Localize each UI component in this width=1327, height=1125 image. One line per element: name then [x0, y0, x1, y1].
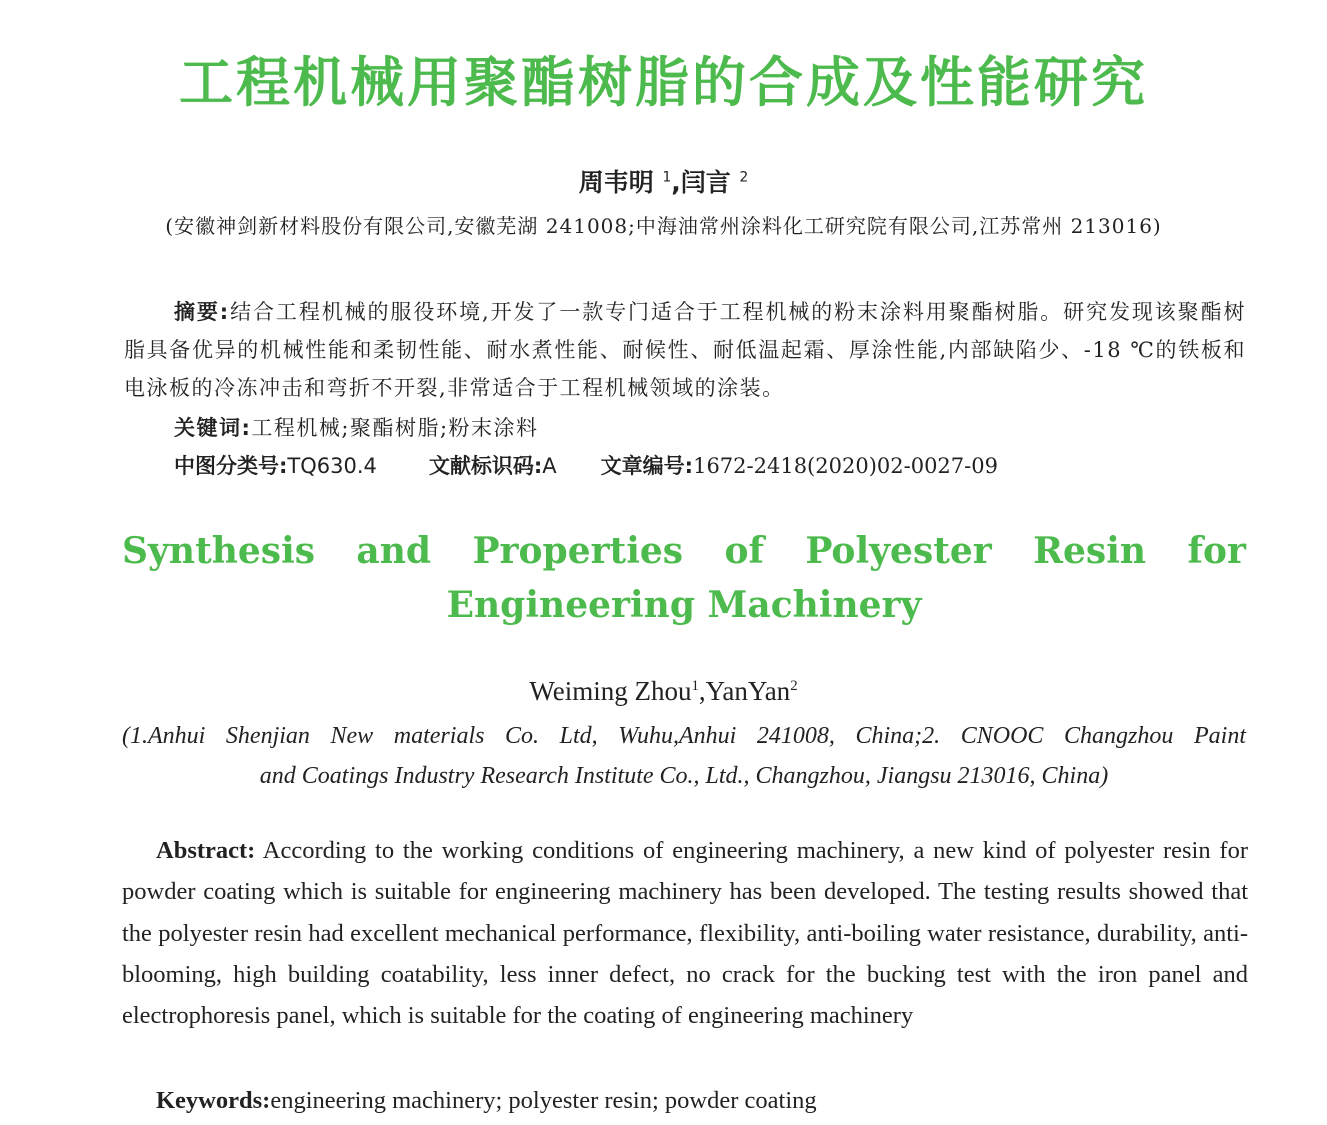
- english-abstract-text: According to the working conditions of engineering machinery, a new kind of polyester resin for powder coating which is suitable for engineering machinery has been developed. The testing results showed that the polyester resin had excellent mechanical performance, flexibility, anti-boiling water resistance, durability, anti-blooming, high building coatability, less inner defect, no crack for the bucking test with the iron panel and electrophoresis panel, which is suitable for the coating of engineering machinery: [122, 837, 1248, 1030]
- english-abstract-label: Abstract:: [156, 837, 256, 864]
- title-word: Properties: [472, 530, 684, 572]
- article-number: [601, 447, 998, 485]
- english-affiliation-line1: (1.Anhui Shenjian New materials Co. Ltd, Wuhu,Anhui 241008, China;2. CNOOC Changzhou Paint: [122, 723, 1246, 749]
- english-affiliation: [122, 716, 1246, 796]
- title-word: and: [356, 530, 432, 572]
- chinese-keywords: [174, 409, 1246, 447]
- english-keywords-label: Keywords:: [156, 1087, 271, 1114]
- author-name: YanYan: [705, 676, 791, 706]
- document-code-label: 文献标识码:: [428, 454, 543, 478]
- document-code: [429, 447, 557, 485]
- title-word: for: [1187, 530, 1246, 572]
- clc-number: [174, 447, 377, 485]
- chinese-title: 工程机械用聚酯树脂的合成及性能研究: [179, 51, 1148, 114]
- english-affiliation-line2: and Coatings Industry Research Institute Co., Ltd., Changzhou, Jiangsu 213016, China): [259, 763, 1109, 789]
- english-keywords: [156, 1080, 1248, 1121]
- english-title-line2: Engineering Machinery: [446, 584, 922, 626]
- article-number-label: 文章编号:: [600, 454, 694, 478]
- author-separator: ,: [698, 676, 706, 706]
- english-keywords-text: engineering machinery; polyester resin; powder coating: [270, 1087, 817, 1114]
- document-code-value: A: [542, 454, 557, 478]
- chinese-keywords-label: 关键词:: [174, 416, 252, 440]
- author-affil-number: 1: [691, 678, 699, 694]
- author-affil-number: 2: [790, 678, 798, 694]
- english-title: [122, 524, 1246, 632]
- english-authors: [0, 676, 1327, 707]
- title-word: Resin: [1033, 530, 1147, 572]
- chinese-abstract-label: 摘要:: [174, 300, 230, 324]
- author-affil-number: 1: [662, 169, 672, 186]
- english-title-line1: [122, 524, 1246, 578]
- classification-line: [174, 447, 1246, 485]
- title-word: Synthesis: [122, 530, 316, 572]
- title-word: of: [724, 530, 764, 572]
- author-affil-number: 2: [739, 169, 749, 186]
- article-number-value: 1672-2418(2020)02-0027-09: [693, 454, 998, 478]
- clc-value: TQ630.4: [287, 454, 377, 478]
- chinese-abstract: [124, 293, 1246, 407]
- author-separator: ,: [671, 168, 681, 197]
- chinese-affiliation: (安徽神剑新材料股份有限公司,安徽芜湖 241008;中海油常州涂料化工研究院有限公司,江苏常州 213016): [165, 214, 1162, 238]
- english-abstract: [122, 830, 1248, 1036]
- title-word: Polyester: [805, 530, 992, 572]
- chinese-abstract-text: 结合工程机械的服役环境,开发了一款专门适合于工程机械的粉末涂料用聚酯树脂。研究发现该聚酯树脂具备优异的机械性能和柔韧性能、耐水煮性能、耐候性、耐低温起霜、厚涂性能,内部缺陷少、-18 ℃的铁板和电泳板的冷冻冲击和弯折不开裂,非常适合于工程机械领域的涂装。: [124, 300, 1246, 400]
- chinese-keywords-text: 工程机械;聚酯树脂;粉末涂料: [251, 416, 539, 440]
- author-name: Weiming Zhou: [529, 676, 692, 706]
- chinese-authors: [0, 163, 1327, 199]
- author-name: 周韦明: [578, 168, 654, 197]
- author-name: 闫言: [680, 168, 731, 197]
- clc-label: 中图分类号:: [174, 454, 288, 478]
